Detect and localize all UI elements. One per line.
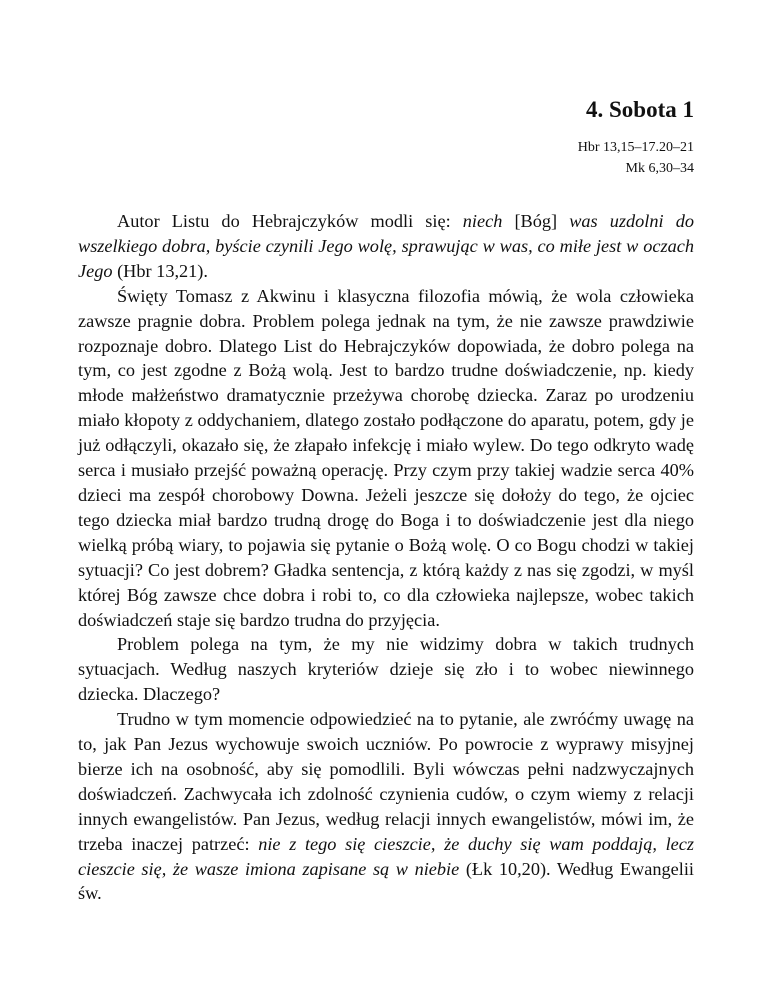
scripture-references — [78, 137, 694, 179]
reference-line: Hbr 13,15–17.20–21 — [577, 140, 694, 155]
paragraph — [78, 632, 694, 707]
text-run: [Bóg] — [502, 211, 570, 231]
paragraph — [78, 284, 694, 633]
text-run: Trudno w tym momencie odpowiedzieć na to pytanie, ale zwróćmy uwagę na to, jak Pan Jezus wychowuje swoich uczniów. Po powrocie z wyprawy misyjnej bierze ich na osobność, aby się pomodlili. Byli wówczas pełni nadzwyczajnych doświadczeń. Zachwycała ich zdolność czynienia cudów, o czym wiemy z relacji innych ewangelistów. Pan Jezus, według relacji innych ewangelistów, mówi im, że trzeba inaczej patrzeć: — [78, 709, 694, 854]
body-text — [78, 209, 694, 906]
italic-quote: nie z tego się cieszcie, że duchy się wam poddają, lecz cieszcie się, że wasze imiona zapisane są w niebie — [78, 833, 694, 879]
text-run: (Łk 10,20). Według Ewangelii św. — [78, 858, 694, 904]
text-run: Autor Listu do Hebrajczyków modli się: — [117, 211, 463, 231]
text-run: (Hbr 13,21). — [112, 260, 208, 281]
text-run: Problem polega na tym, że my nie widzimy dobra w takich trudnych sytuacjach. Według naszych kryteriów dzieje się zło i to wobec niewinnego dziecka. Dlaczego? — [78, 634, 694, 705]
italic-quote: niech — [462, 211, 503, 231]
text-run: Święty Tomasz z Akwinu i klasyczna filozofia mówią, że wola człowieka zawsze pragnie dobra. Problem polega jednak na tym, że nie zawsze prawdziwie rozpoznaje dobro. Dlatego List do Hebrajczyków dopowiada, że dobro polega na tym, co jest zgodne z Bożą wolą. Jest to bardzo trudne doświadczenie, np. kiedy młode małżeństwo dramatycznie przeżywa chorobę dziecka. Zaraz po urodzeniu miało kłopoty z oddychaniem, dlatego zostało podłączone do aparatu, potem, gdy je już odłączyli, okazało się, że złapało infekcję i miało wylew. Do tego odkryto wadę serca i musiało przejść poważną operację. Przy czym przy takiej wadzie serca 40% dzieci ma zespół chorobowy Downa. Jeżeli jeszcze się dołoży do tego, że ojciec tego dziecka miał bardzo trudną drogę do Boga i to doświadczenie jest dla niego wielką próbą wiary, to pojawia się pytanie o Bożą wolę. O co Bogu chodzi w takiej sytuacji? Co jest dobrem? Gładka sentencja, z którą każdy z nas się zgodzi, w myśl której Bóg zawsze chce dobra i robi to, co dla człowieka najlepsze, wobec takich doświadczeń staje się bardzo trudna do przyjęcia. — [78, 285, 694, 630]
page-title: 4. Sobota 1 — [586, 97, 694, 122]
paragraph — [78, 707, 694, 906]
italic-quote: was uzdolni do wszelkiego dobra, byście czynili Jego wolę, sprawując w was, co miłe jest w oczach Jego — [78, 211, 694, 281]
document-page — [78, 96, 694, 906]
paragraph — [78, 209, 694, 284]
reference-line: Mk 6,30–34 — [625, 161, 694, 176]
